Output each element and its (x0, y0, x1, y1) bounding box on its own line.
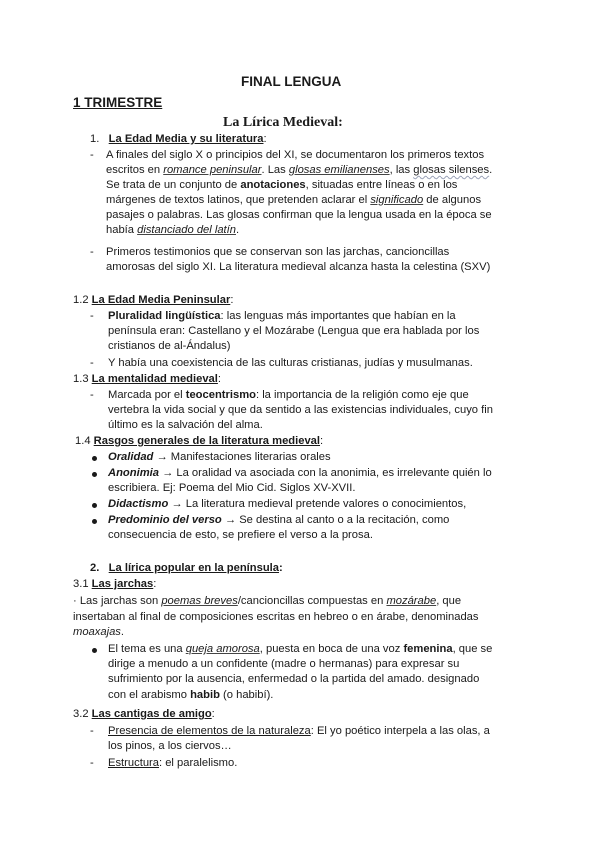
paragraph-line: último es la salvación del alma. (108, 419, 263, 431)
text-span: . Las (261, 164, 289, 176)
text-span: . (120, 626, 124, 638)
arrow: → (153, 451, 171, 463)
dash-marker: - (90, 149, 94, 161)
text-span: : la importancia de la religión como eje que (255, 389, 469, 401)
text-span: escritos en (106, 164, 164, 176)
section-title: La Edad Media y su literatura (108, 133, 264, 145)
list-item (108, 466, 492, 481)
text-span: significado (370, 194, 424, 206)
bullet-marker (92, 519, 97, 524)
section-number: 1.2 (73, 294, 92, 306)
paragraph-line (106, 163, 492, 178)
dash-marker: - (90, 725, 94, 737)
text-span: . (236, 224, 240, 236)
section-number: 3.1 (73, 578, 92, 590)
list-item-cont: consecuencia de esto, se prefiere el verso a la prosa. (108, 529, 373, 541)
term: Predominio del verso (108, 514, 222, 526)
text-span: , las (389, 164, 414, 176)
dash-marker: - (90, 357, 94, 369)
paragraph-line: vertebra la vida social y que da sentido a las existencias individuales, cuyo fin (108, 404, 493, 416)
section-title: Las jarchas (91, 578, 154, 590)
dash-marker: - (90, 246, 94, 258)
paragraph-line: Y había una coexistencia de las culturas cristianas, judías y musulmanas. (108, 357, 473, 369)
section-1-4-heading (75, 434, 323, 449)
text-span: moaxajas (73, 626, 121, 638)
text-span: La literatura medieval pretende valores o conocimientos, (185, 498, 467, 510)
section-2-heading (90, 561, 283, 576)
section-number: 1.4 (75, 435, 94, 447)
paragraph-line: península eran: Castellano y el Mozárabe (Lengua que era hablada por los (108, 325, 480, 337)
paragraph-line: los pinos, a los ciervos… (108, 740, 232, 752)
text-span: queja amorosa (185, 643, 260, 655)
text-span: anotaciones (240, 179, 306, 191)
paragraph-line (73, 625, 124, 640)
text-span: La oralidad va asociada con la anonimia, es irrelevante quién lo (176, 467, 492, 479)
paragraph-line (108, 642, 492, 657)
paragraph-line (106, 223, 239, 238)
dash-marker: - (90, 389, 94, 401)
term: Anonimia (108, 467, 159, 479)
text-span: Marcada por el (108, 389, 186, 401)
text-span: : las lenguas más importantes que habían en la (220, 310, 456, 322)
text-span: romance peninsular (163, 164, 262, 176)
paragraph-line (106, 193, 481, 208)
text-span: · Las jarchas son (73, 595, 162, 607)
paragraph-line: insertaban al final de composiciones escritas en hebreo o en árabe, denominadas (73, 611, 479, 623)
term: Oralidad (108, 451, 154, 463)
text-span: teocentrismo (185, 389, 256, 401)
text-span: de algunos (423, 194, 482, 206)
paragraph-line: pasajes o palabras. Las glosas confirman que la lengua usada en la época se (106, 209, 492, 221)
section-title: Rasgos generales de la literatura medieval (93, 435, 321, 447)
term: Didactismo (108, 498, 169, 510)
text-span: , que (436, 595, 462, 607)
bullet-marker (92, 472, 97, 477)
list-item (108, 513, 449, 528)
text-span: poemas breves (161, 595, 238, 607)
trimester-heading: 1 TRIMESTRE (73, 95, 163, 110)
text-span: Se trata de un conjunto de (106, 179, 241, 191)
paragraph-line: cristianos de al-Ándalus) (108, 340, 231, 352)
section-title: La Edad Media Peninsular (91, 294, 231, 306)
section-title: Las cantigas de amigo (91, 708, 212, 720)
list-item (108, 497, 466, 512)
text-span: , situadas entre líneas o en los (305, 179, 458, 191)
text-span: mozárabe (386, 595, 437, 607)
text-span: glosas emilianenses (288, 164, 390, 176)
text-span: Se destina al canto o a la recitación, como (239, 514, 450, 526)
dash-marker: - (90, 310, 94, 322)
colon: : (217, 373, 221, 385)
paragraph-line: Primeros testimonios que se conservan son las jarchas, cancioncillas (106, 246, 450, 258)
colon: : (230, 294, 234, 306)
text-span: habib (190, 689, 220, 701)
colon: : (279, 562, 283, 574)
text-span: Pluralidad lingüística (108, 310, 221, 322)
paragraph-line (108, 724, 490, 739)
section-1-2-heading (73, 293, 233, 308)
text-span: había (106, 224, 138, 236)
colon: : (211, 708, 215, 720)
section-title: La mentalidad medieval (91, 373, 218, 385)
section-3-2-heading (73, 707, 215, 722)
lirica-heading: La Lírica Medieval: (223, 115, 343, 130)
paragraph-line: sufrimiento por la ausencia, enfermedad o la partida del amado. designado (108, 673, 480, 685)
arrow: → (221, 514, 240, 526)
section-1-3-heading (73, 372, 221, 387)
text-span: . (489, 164, 493, 176)
text-span: : el paralelismo. (158, 757, 238, 769)
text-span: (o habibí). (219, 689, 274, 701)
paragraph-line: amorosas del siglo XI. La literatura medieval alcanza hasta la celestina (SXV) (106, 261, 491, 273)
arrow: → (158, 467, 177, 479)
paragraph-line (73, 594, 461, 609)
text-span: Manifestaciones literarias orales (170, 451, 331, 463)
paragraph-line (108, 688, 273, 703)
text-span: /cancioncillas compuestas en (237, 595, 387, 607)
text-span: , que se (452, 643, 493, 655)
text-span: márgenes de textos latinos, que pretenden aclarar el (106, 194, 371, 206)
section-number: 3.2 (73, 708, 92, 720)
paragraph-line (108, 756, 237, 771)
text-span: glosas silenses (413, 164, 490, 176)
section-3-1-heading (73, 577, 156, 592)
section-number: 1.3 (73, 373, 92, 385)
bullet-marker (92, 648, 97, 653)
paragraph-line (108, 388, 469, 403)
section-1-heading (90, 132, 267, 147)
colon: : (320, 435, 324, 447)
colon: : (153, 578, 157, 590)
list-item-cont: escribiera. Ej: Poema del Mio Cid. Siglos XV-XVII. (108, 482, 356, 494)
document-title: FINAL LENGUA (241, 74, 342, 89)
text-span: con el arabismo (108, 689, 191, 701)
text-span: El tema es una (108, 643, 186, 655)
arrow: → (168, 498, 186, 510)
section-number: 1. (90, 133, 100, 145)
bullet-marker (92, 456, 97, 461)
dash-marker: - (90, 757, 94, 769)
text-span: : El yo poético interpela a las olas, a (310, 725, 490, 737)
section-title: La lírica popular en la península (108, 562, 280, 574)
bullet-marker (92, 503, 97, 508)
text-span: femenina (403, 643, 453, 655)
colon: : (263, 133, 267, 145)
list-item (108, 450, 331, 465)
paragraph-line: A finales del siglo X o principios del XI, se documentaron los primeros textos (106, 149, 485, 161)
text-span: Estructura (108, 757, 159, 769)
text-span: distanciado del latín (137, 224, 236, 236)
paragraph-line (106, 178, 457, 193)
text-span: , puesta en boca de una voz (259, 643, 404, 655)
paragraph-line (108, 309, 456, 324)
paragraph-line: dirige a menudo a un confidente (madre o hermanas) para expresar su (108, 658, 460, 670)
section-number: 2. (90, 562, 100, 574)
text-span: Presencia de elementos de la naturaleza (108, 725, 311, 737)
